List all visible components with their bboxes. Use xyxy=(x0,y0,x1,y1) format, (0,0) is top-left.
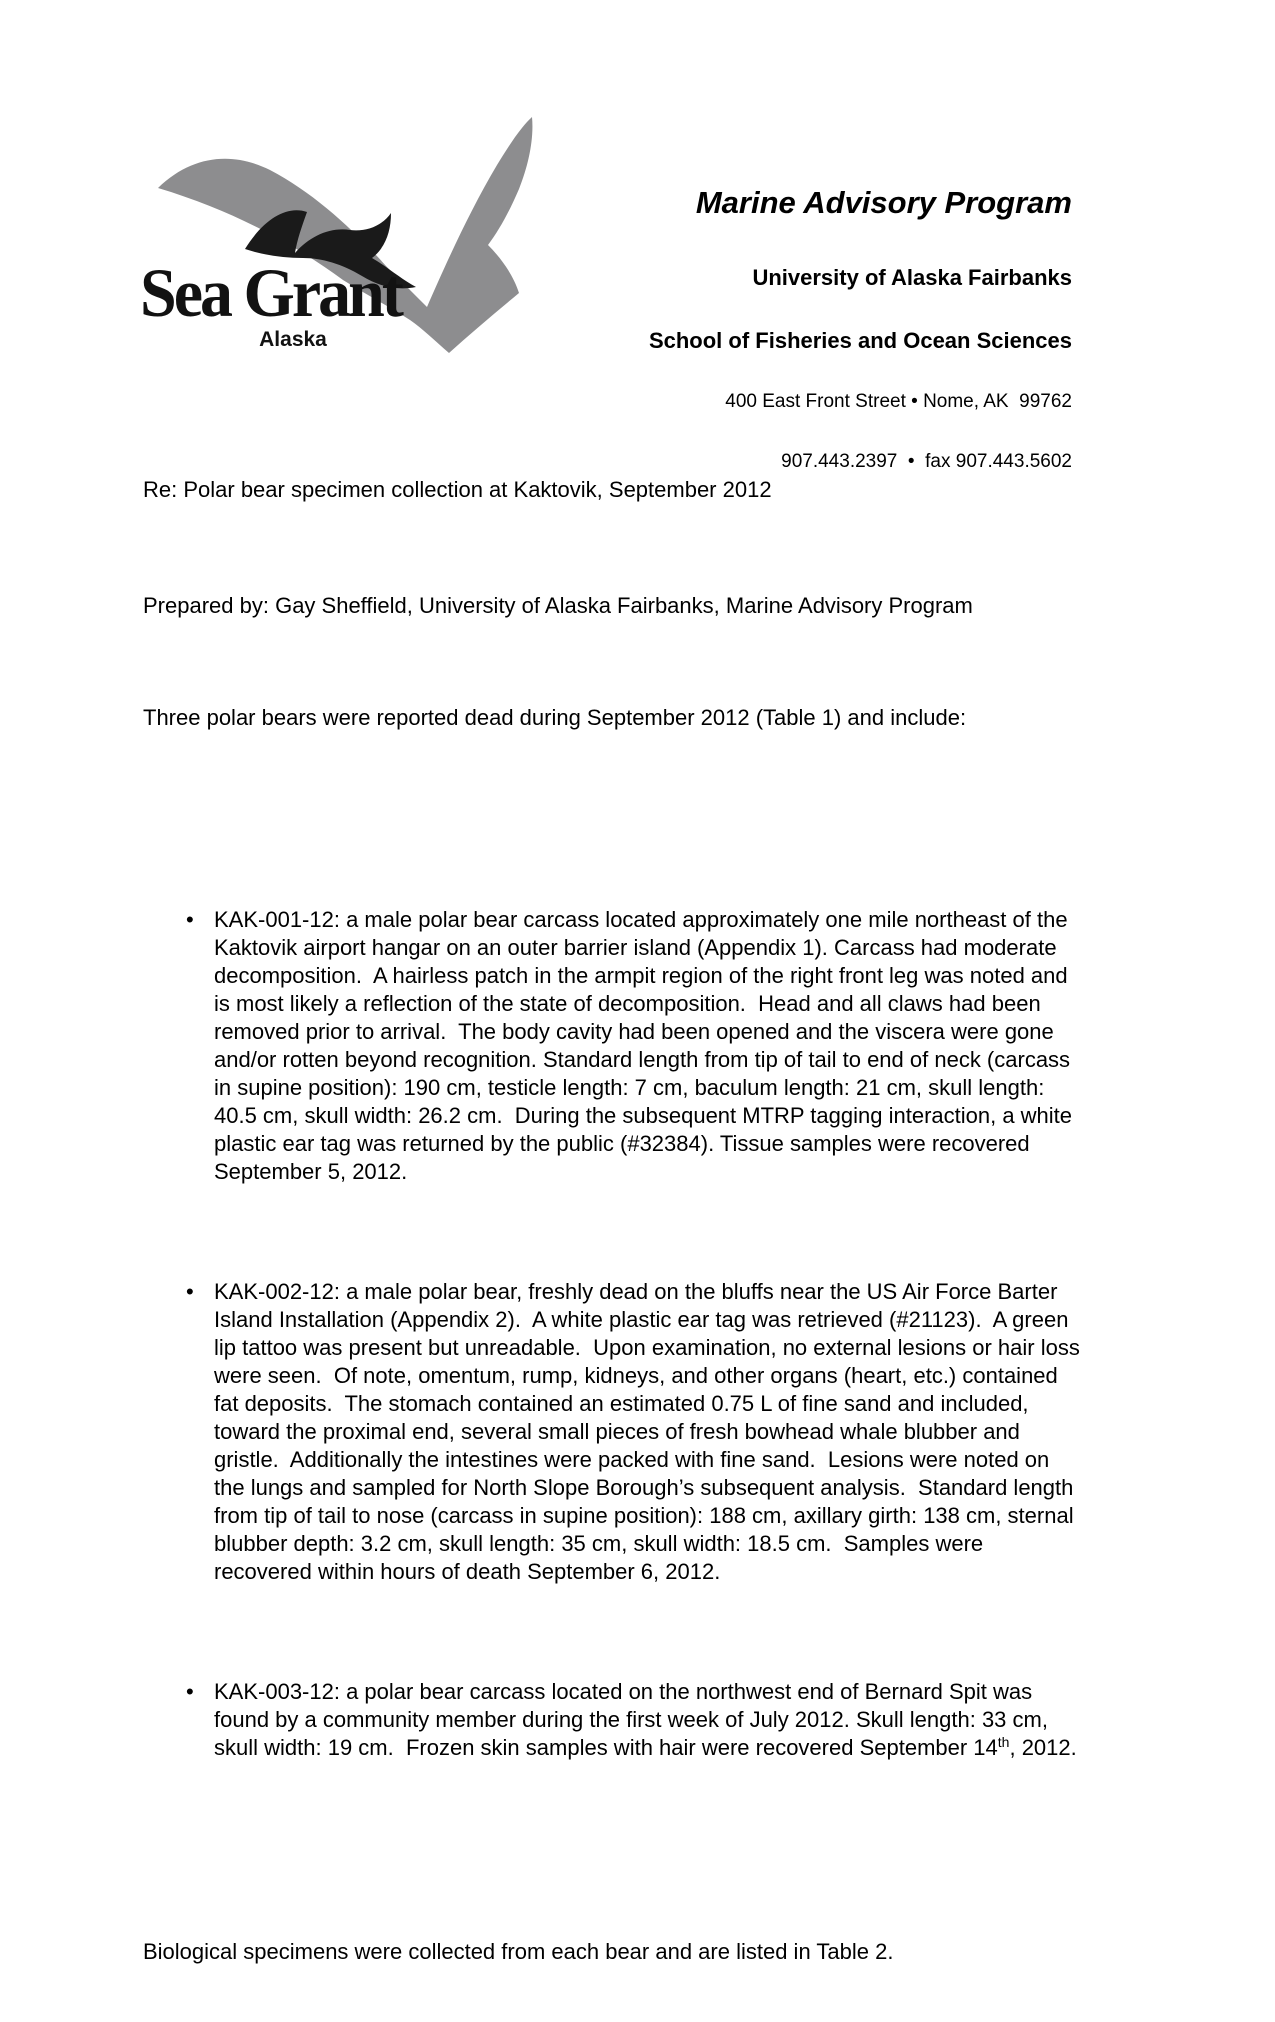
closing-line: Biological specimens were collected from each bear and are listed in Table 2. xyxy=(143,1939,894,1964)
letterhead-phone: 907.443.2397 • fax 907.443.5602 xyxy=(781,451,1072,472)
intro-line: Three polar bears were reported dead during September 2012 (Table 1) and include: xyxy=(143,705,967,730)
bullet-icon: • xyxy=(186,907,194,932)
letterhead-address: 400 East Front Street • Nome, AK 99762 xyxy=(725,391,1072,412)
bullet-text xyxy=(214,906,1080,1186)
logo-region-text: Alaska xyxy=(259,328,327,351)
bullet-icon: • xyxy=(186,1679,194,1704)
letterhead-school: School of Fisheries and Ocean Sciences xyxy=(648,328,1072,353)
sea-grant-alaska-logo xyxy=(138,108,568,368)
bear-report-list xyxy=(143,850,1086,1854)
list-item-kak-003-12 xyxy=(143,1678,1083,1762)
logo-brand-text: Sea Grant xyxy=(140,255,401,332)
list-item-kak-002-12 xyxy=(143,1278,1086,1586)
prepared-by-line: Prepared by: Gay Sheffield, University of Alaska Fairbanks, Marine Advisory Program xyxy=(143,593,973,618)
bullet-text-main: KAK-003-12: a polar bear carcass located on the northwest end of Bernard Spit was found by a community member during the first week of July 2012. Skull length: 33 cm, skull width: 19 cm. Frozen skin samples with hair were recovered September 14 xyxy=(214,1679,1055,1760)
bullet-text-main: KAK-002-12: a male polar bear, freshly dead on the bluffs near the US Air Force Barter Island Installation (Appendix 2). A white plastic ear tag was retrieved (#21123). A green lip tattoo was present but unreadable. Upon examination, no external lesions or hair loss were seen. Of note, omentum, rump, kidneys, and other organs (heart, etc.) contained fat deposits. The stomach contained an estimated 0.75 L of fine sand and included, toward the proximal end, several small pieces of fresh bowhead whale blubber and gristle. Additionally the intestines were packed with fine sand. Lesions were noted on the lungs and sampled for North Slope Borough’s subsequent analysis. Standard length from tip of tail to nose (carcass in supine position): 188 cm, axillary girth: 138 cm, sternal blubber depth: 3.2 cm, skull length: 35 cm, skull width: 18.5 cm. Samples were recovered within hours of death September 6, 2012. xyxy=(214,1279,1086,1584)
bullet-text xyxy=(214,1278,1086,1586)
bullet-text xyxy=(214,1678,1080,1762)
list-item-kak-001-12 xyxy=(143,906,1083,1186)
letterhead-title: Marine Advisory Program xyxy=(695,185,1072,220)
re-line: Re: Polar bear specimen collection at Kaktovik, September 2012 xyxy=(143,477,772,502)
letterhead-org: University of Alaska Fairbanks xyxy=(752,265,1072,290)
letter-body xyxy=(143,420,1086,2022)
bullet-text-superscript: th xyxy=(997,1734,1010,1750)
bullet-icon: • xyxy=(186,1279,194,1304)
bullet-text-after: , 2012. xyxy=(1009,1735,1077,1760)
bullet-text-main: KAK-001-12: a male polar bear carcass located approximately one mile northeast of the Kaktovik airport hangar on an outer barrier island (Appendix 1). Carcass had moderate decomposition. A hairless patch in the armpit region of the right front leg was noted and is most likely a reflection of the state of decomposition. Head and all claws had been removed prior to arrival. The body cavity had been opened and the viscera were gone and/or rotten beyond recognition. Standard length from tip of tail to end of neck (carcass in supine position): 190 cm, testicle length: 7 cm, baculum length: 21 cm, skull length: 40.5 cm, skull width: 26.2 cm. During the subsequent MTRP tagging interaction, a white plastic ear tag was returned by the public (#32384). Tissue samples were recovered September 5, 2012. xyxy=(214,907,1079,1184)
